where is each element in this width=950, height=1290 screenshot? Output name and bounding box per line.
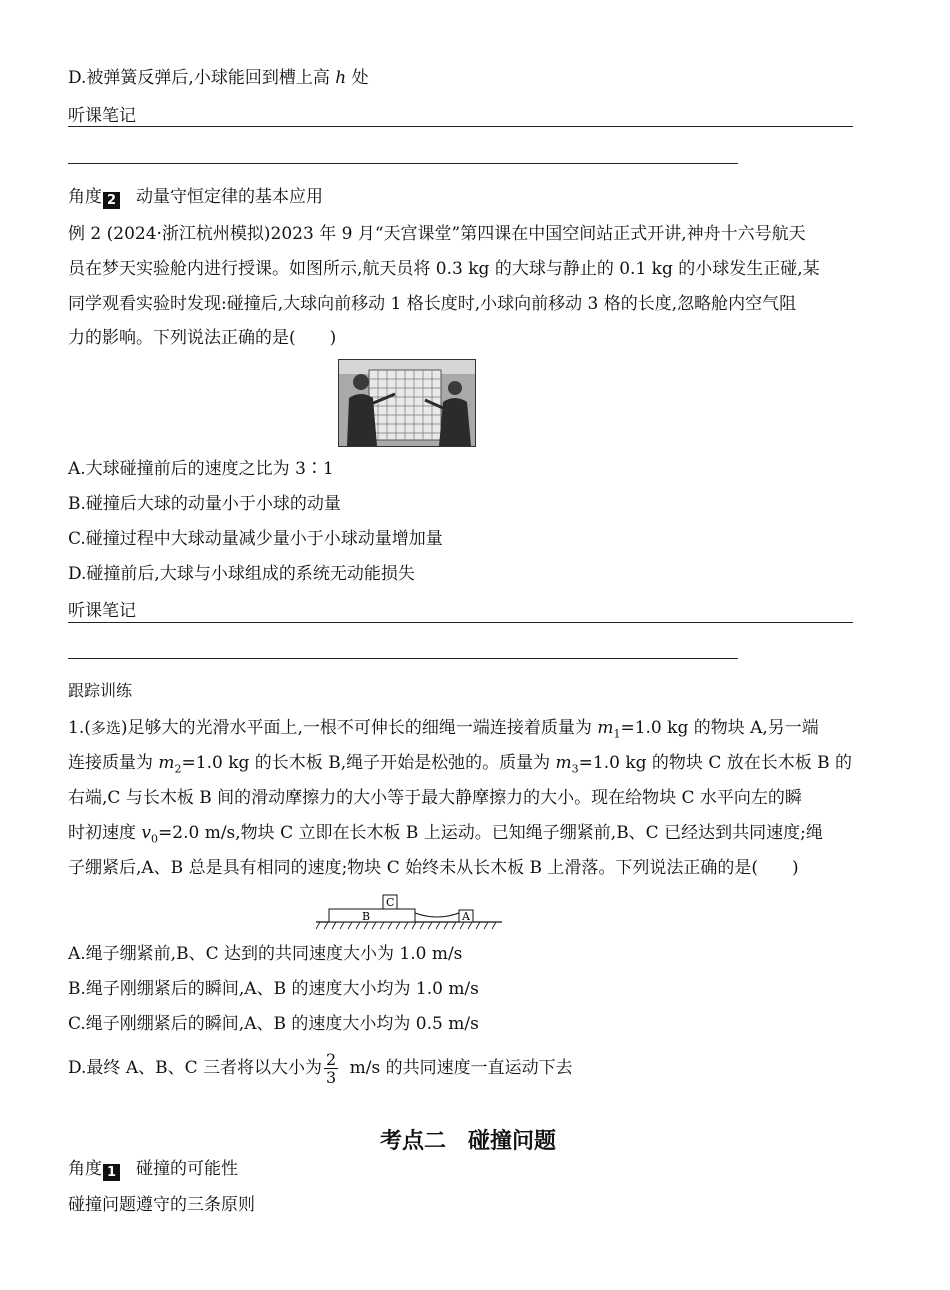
label-a: A [462,910,470,923]
var-m: m [597,718,614,738]
subscript: 3 [571,762,579,776]
text: 连接质量为 [68,753,159,773]
notes-label: 听课笔记 [68,601,136,621]
text: 处 [346,68,369,88]
text: =1.0 kg 的物块 A,另一端 [620,718,819,738]
text: m/s 的共同速度一直运动下去 [344,1058,573,1078]
example-2-option-d: D.碰撞前后,大球与小球组成的系统无动能损失 [68,564,415,584]
text: )足够大的光滑水平面上,一根不可伸长的细绳一端连接着质量为 [120,718,598,738]
question-1-option-d [68,1048,573,1088]
example-2-option-a: A.大球碰撞前后的速度之比为 3∶1 [68,459,334,479]
multi-select-tag: 多选 [90,719,121,737]
example-2-line: 员在梦天实验舱内进行授课。如图所示,航天员将 0.3 kg 的大球与静止的 0.1 kg 的小球发生正碰,某 [68,259,820,279]
question-1-line [68,751,852,781]
angle-title: 动量守恒定律的基本应用 [136,187,323,207]
text: D.最终 A、B、C 三者将以大小为 [68,1058,323,1078]
angle-label: 角度 [68,187,102,207]
question-1-line: 右端,C 与长木板 B 间的滑动摩擦力的大小等于最大静摩擦力的大小。现在给物块 C 水平向左的瞬 [68,788,802,808]
example-2-line: 力的影响。下列说法正确的是( ) [68,328,337,348]
fraction-denominator: 3 [326,1068,337,1087]
angle-number-badge: 1 [103,1164,120,1181]
text: 1.( [68,718,91,738]
var-m: m [158,753,175,773]
rope [415,913,459,917]
notes-rule [68,658,738,659]
question-1-option-a: A.绳子绷紧前,B、C 达到的共同速度大小为 1.0 m/s [68,944,463,964]
photo-illustration [339,360,475,446]
label-c: C [386,896,395,909]
notes-rule [68,622,853,623]
var-v: v [141,823,152,843]
text: =2.0 m/s,物块 C 立即在长木板 B 上运动。已知绳子绷紧前,B、C 已经达到共同速度;绳 [158,823,823,843]
subscript: 2 [174,762,182,776]
fraction [324,1051,338,1086]
angle-title: 碰撞的可能性 [136,1159,238,1179]
question-1-option-c: C.绳子刚绷紧后的瞬间,A、B 的速度大小均为 0.5 m/s [68,1014,479,1034]
text: =1.0 kg 的物块 C 放在长木板 B 的 [578,753,853,773]
section-title: 考点二 碰撞问题 [379,1129,556,1154]
subscript: 0 [151,832,159,846]
question-1-line [68,821,823,851]
example-2-line: 例 2 (2024·浙江杭州模拟)2023 年 9 月“天宫课堂”第四课在中国空间站正式开讲,神舟十六号航天 [68,224,806,244]
subscript: 1 [613,727,621,741]
notes-rule [68,126,853,127]
question-1-line [68,716,819,746]
angle-label: 角度 [68,1159,102,1179]
option-d-line [68,66,369,90]
example-2-line: 同学观看实验时发现:碰撞后,大球向前移动 1 格长度时,小球向前移动 3 格的长度,忽略舱内空气阻 [68,294,797,314]
example-2-option-b: B.碰撞后大球的动量小于小球的动量 [68,494,341,514]
text: D.被弹簧反弹后,小球能回到槽上高 [68,68,336,88]
question-1-option-b: B.绳子刚绷紧后的瞬间,A、B 的速度大小均为 1.0 m/s [68,979,479,999]
var-m: m [555,753,572,773]
text: 时初速度 [68,823,142,843]
blocks-diagram [316,891,502,933]
fraction-numerator: 2 [326,1050,337,1069]
board-b [329,909,415,922]
angle-1-heading [68,1157,238,1181]
angle-number-badge: 2 [103,192,120,209]
text: =1.0 kg 的长木板 B,绳子开始是松弛的。质量为 [181,753,556,773]
question-1-line: 子绷紧后,A、B 总是具有相同的速度;物块 C 始终未从长木板 B 上滑落。下列说法正确的是( ) [68,858,799,878]
notes-rule [68,163,738,164]
astronaut-grid-photo [338,359,476,447]
principles-intro: 碰撞问题遵守的三条原则 [68,1195,255,1215]
notes-label: 听课笔记 [68,106,136,126]
var-h: h [335,68,347,88]
example-2-option-c: C.碰撞过程中大球动量减少量小于小球动量增加量 [68,529,443,549]
tracking-label: 跟踪训练 [68,681,133,700]
label-b: B [362,910,371,923]
angle-2-heading [68,185,323,209]
